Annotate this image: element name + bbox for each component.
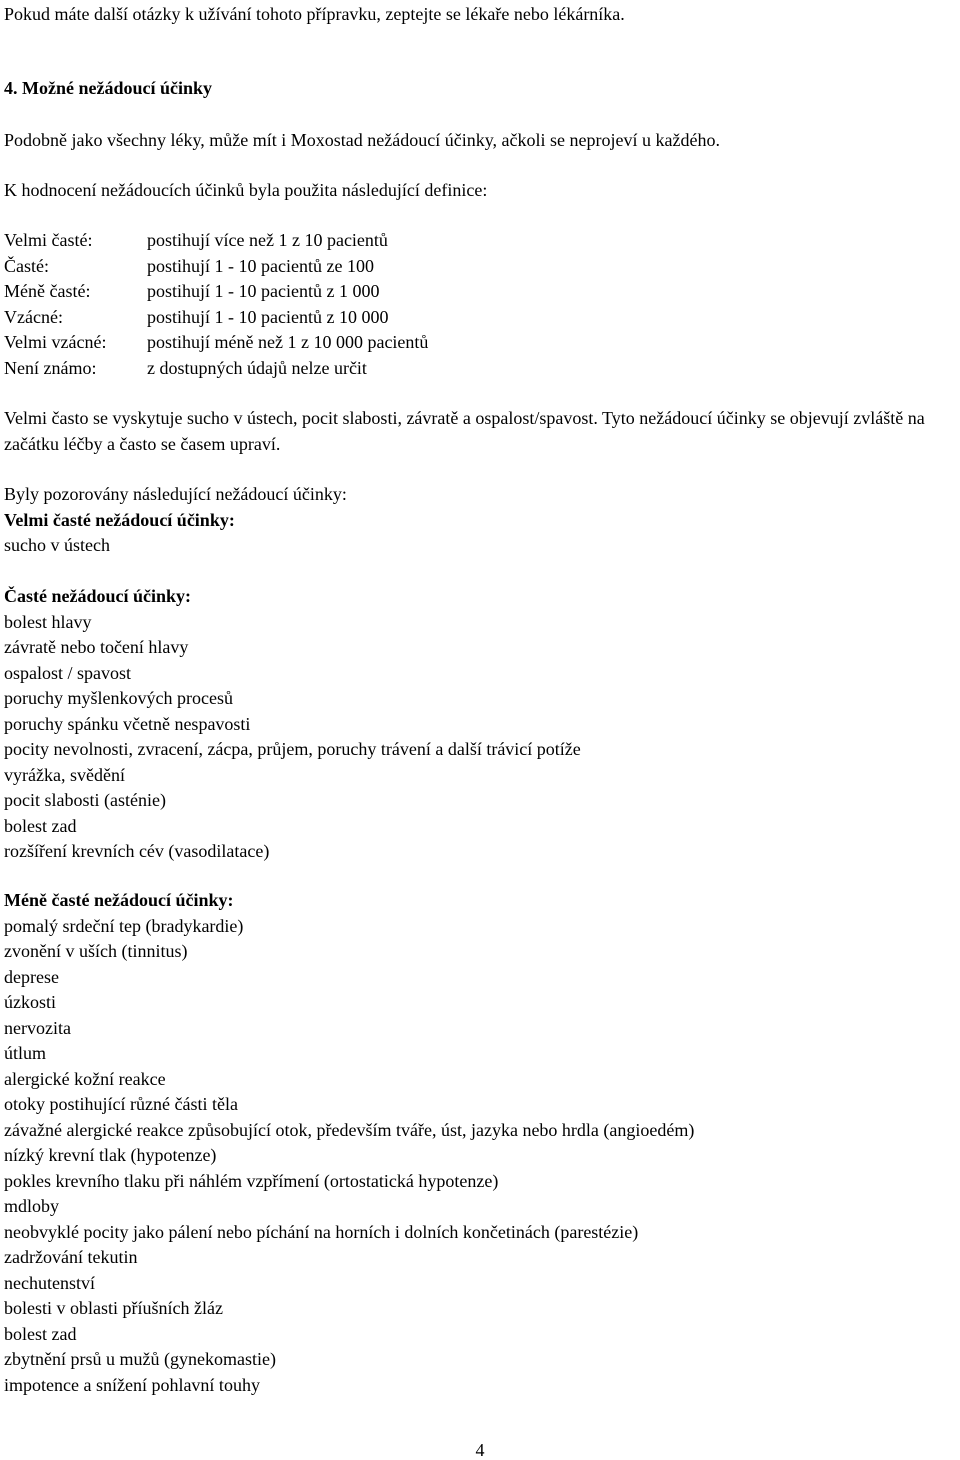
list-item: zbytnění prsů u mužů (gynekomastie) [4,1349,276,1369]
frequency-row [4,305,428,331]
uncommon-effects [4,888,694,1398]
frequency-definitions [4,228,428,381]
list-item: deprese [4,966,59,987]
list-item: rozšíření krevních cév (vasodilatace) [4,841,270,861]
list-item: neobvyklé pocity jako pálení nebo píchání na horních i dolních končetinách (parestézie) [4,1221,639,1242]
list-item: nechutenství [4,1272,95,1293]
list-item: alergické kožní reakce [4,1068,166,1089]
top-note: Pokud máte další otázky k užívání tohoto přípravku, zeptejte se lékaře nebo lékárníka. [4,4,625,24]
list-item: pocit slabosti (asténie) [4,790,166,810]
list-item: závratě nebo točení hlavy [4,637,189,657]
list-item: úzkosti [4,992,56,1012]
list-item: závažné alergické reakce způsobující otok, především tváře, úst, jazyka nebo hrdla (angioedém) [4,1119,695,1140]
list-item: impotence a snížení pohlavní touhy [4,1374,260,1395]
list-item: bolest zad [4,1323,77,1344]
uncommon-heading: Méně časté nežádoucí účinky: [4,890,234,910]
list-item: bolesti v oblasti příušních žláz [4,1298,223,1318]
frequency-row [4,356,428,382]
frequency-description: postihují 1 - 10 pacientů z 10 000 [147,306,389,327]
frequency-row [4,228,428,254]
intro-paragraph: Podobně jako všechny léky, může mít i Moxostad nežádoucí účinky, ačkoli se neprojeví u každého. [4,130,720,150]
frequency-description: postihují 1 - 10 pacientů ze 100 [147,255,374,276]
observed-effects [4,482,347,559]
list-item: zadržování tekutin [4,1247,138,1267]
list-item: bolest hlavy [4,611,92,632]
list-item: bolest zad [4,815,77,836]
list-item: otoky postihující různé části těla [4,1094,238,1114]
observed-intro: Byly pozorovány následující nežádoucí účinky: [4,484,347,504]
list-item: ospalost / spavost [4,662,132,683]
list-item: pokles krevního tlaku při náhlém vzpřímení (ortostatická hypotenze) [4,1170,499,1191]
list-item: sucho v ústech [4,535,110,555]
section-title: 4. Možné nežádoucí účinky [4,78,213,98]
list-item: pomalý srdeční tep (bradykardie) [4,915,244,936]
frequency-term: Časté: [4,255,49,276]
frequency-term: Není známo: [4,357,97,378]
frequency-row [4,279,428,305]
list-item: útlum [4,1043,47,1063]
frequency-row [4,254,428,280]
list-item: poruchy spánku včetně nespavosti [4,713,251,734]
list-item: nízký krevní tlak (hypotenze) [4,1145,217,1165]
frequency-description: postihují více než 1 z 10 pacientů [147,230,388,250]
list-item: pocity nevolnosti, zvracení, zácpa, průjem, poruchy trávení a další trávicí potíže [4,739,581,759]
list-item: mdloby [4,1196,60,1216]
very-common-heading: Velmi časté nežádoucí účinky: [4,509,235,530]
frequent-effects-note: Velmi často se vyskytuje sucho v ústech, pocit slabosti, závratě a ospalost/spavost. Tyto nežádoucí účinky se objevují zvláště na začátku léčby a často se časem upraví. [4,408,925,454]
frequency-term: Méně časté: [4,281,91,301]
common-effects [4,584,581,865]
frequency-description: postihují méně než 1 z 10 000 pacientů [147,332,429,352]
frequency-term: Velmi vzácné: [4,332,107,352]
list-item: poruchy myšlenkových procesů [4,688,233,708]
frequency-term: Velmi časté: [4,230,93,250]
common-heading: Časté nežádoucí účinky: [4,586,192,606]
frequency-description: postihují 1 - 10 pacientů z 1 000 [147,281,380,301]
list-item: vyrážka, svědění [4,764,125,785]
list-item: zvonění v uších (tinnitus) [4,941,188,961]
page-number: 4 [475,1440,485,1460]
frequency-description: z dostupných údajů nelze určit [147,357,367,378]
list-item: nervozita [4,1017,71,1038]
definition-intro: K hodnocení nežádoucích účinků byla použita následující definice: [4,180,488,200]
frequency-row [4,330,428,356]
frequency-term: Vzácné: [4,306,63,327]
